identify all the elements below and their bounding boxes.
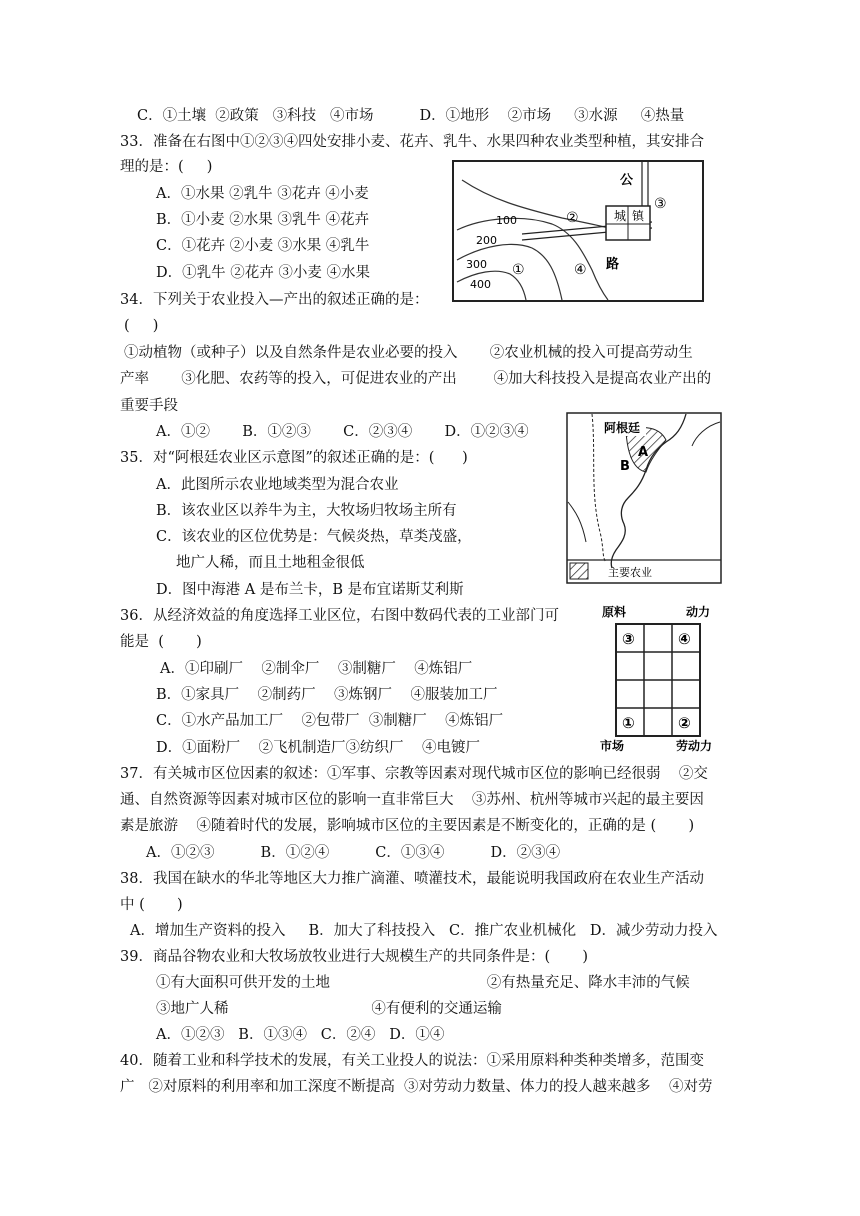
- cell-4: ④: [678, 630, 691, 648]
- town-label-1: 城: [614, 209, 627, 223]
- q33-option-a: A．①水果 ②乳牛 ③花卉 ④小麦: [156, 186, 369, 202]
- q39-items-1: ①有大面积可供开发的土地 ②有热量充足、降水丰沛的气候: [156, 975, 690, 991]
- cell-2: ②: [678, 714, 691, 732]
- q36-option-c: C．①水产品加工厂 ②包带厂 ③制糖厂 ④炼铝厂: [156, 713, 504, 729]
- q36-stem: 36．从经济效益的角度选择工业区位，右图中数码代表的工业部门可: [120, 608, 559, 624]
- contour-100: 100: [496, 214, 517, 227]
- q35-option-b: B．该农业区以养牛为主，大牧场归牧场主所有: [156, 503, 457, 519]
- q33-stem: 33．准备在右图中①②③④四处安排小麦、花卉、乳牛、水果四种农业类型种植，其安排合: [120, 134, 704, 150]
- q36-location-grid: [600, 602, 724, 754]
- contour-300: 300: [466, 258, 487, 271]
- q35-option-c-cont: 地广人稀，而且土地租金很低: [176, 555, 365, 571]
- q34-items-2: 产率 ③化肥、农药等的投入，可促进农业的产出 ④加大科技投入是提高农业产出的: [120, 371, 712, 387]
- q37-options: A．①②③ B．①②④ C．①③④ D．②③④: [146, 845, 561, 861]
- q34-items-1: ①动植物（或种子）以及自然条件是农业必要的投入 ②农业机械的投入可提高劳动生: [124, 345, 693, 361]
- q37-stem-2: 通、自然资源等因素对城市区位的影响一直非常巨大 ③苏州、杭州等城市兴起的最主要因: [120, 792, 704, 808]
- q35-stem: 35．对“阿根廷农业区示意图”的叙述正确的是：( ): [120, 450, 468, 466]
- port-b-label: B: [620, 459, 630, 474]
- cell-1: ①: [622, 714, 635, 732]
- corner-labor: 劳动力: [676, 739, 713, 753]
- q37-stem-3: 素是旅游 ④随着时代的发展，影响城市区位的主要因素是不断变化的，正确的是 ( ): [120, 818, 695, 834]
- road-label-2: 路: [606, 257, 620, 272]
- q39-options: A．①②③ B．①③④ C．②④ D．①④: [156, 1027, 445, 1043]
- q33-option-c: C．①花卉 ②小麦 ③水果 ④乳牛: [156, 238, 370, 254]
- q35-option-d: D．图中海港 A 是布兰卡，B 是布宜诺斯艾利斯: [156, 582, 464, 598]
- legend-swatch: [570, 563, 588, 579]
- q40-stem-1: 40．随着工业和科学技术的发展，有关工业投人的说法：①采用原料种类种类增多，范围变: [120, 1053, 704, 1069]
- q38-options: A．增加生产资料的投入 B．加大了科技投入 C．推广农业机械化 D．减少劳动力投入: [130, 923, 718, 939]
- corner-raw-material: 原料: [602, 605, 627, 619]
- q34-items-3: 重要手段: [120, 398, 178, 414]
- point-2: ②: [566, 210, 579, 226]
- q36-option-b: B．①家具厂 ②制药厂 ③炼钢厂 ④服装加工厂: [156, 687, 498, 703]
- point-4: ④: [574, 262, 587, 278]
- q34-blank: ( ): [124, 318, 159, 334]
- q36-option-a: A．①印刷厂 ②制伞厂 ③制糖厂 ④炼铝厂: [160, 661, 473, 677]
- town-label-2: 镇: [632, 209, 645, 223]
- q39-stem: 39．商品谷物农业和大牧场放牧业进行大规模生产的共同条件是：( ): [120, 949, 589, 965]
- port-a-label: A: [638, 445, 649, 460]
- contour-400: 400: [470, 278, 491, 291]
- road-label-1: 公: [620, 173, 634, 188]
- q32-options-cd: C．①土壤 ②政策 ③科技 ④市场 D．①地形 ②市场 ③水源 ④热量: [137, 108, 685, 124]
- q38-stem: 38．我国在缺水的华北等地区大力推广滴灌、喷灌技术，最能说明我国政府在农业生产活动: [120, 871, 704, 887]
- q35-option-a: A．此图所示农业地域类型为混合农业: [156, 477, 399, 493]
- q33-option-d: D．①乳牛 ②花卉 ③小麦 ④水果: [156, 265, 370, 281]
- cell-3: ③: [622, 630, 635, 648]
- q34-stem: 34．下列关于农业投入—产出的叙述正确的是：: [120, 292, 429, 308]
- q35-option-c: C．该农业的区位优势是：气候炎热，草类茂盛，: [156, 529, 472, 545]
- legend-label: 主要农业: [608, 566, 652, 579]
- q36-stem-cont: 能是 ( ): [120, 634, 202, 650]
- corner-power: 动力: [686, 605, 711, 619]
- contour-200: 200: [476, 234, 497, 247]
- q33-option-b: B．①小麦 ②水果 ③乳牛 ④花卉: [156, 212, 369, 228]
- q35-argentina-map: [566, 412, 722, 584]
- q34-options: A．①② B．①②③ C．②③④ D．①②③④: [156, 424, 529, 440]
- q36-option-d: D．①面粉厂 ②飞机制造厂③纺织厂 ④电镀厂: [156, 740, 480, 756]
- q39-items-2: ③地广人稀 ④有便利的交通运输: [156, 1001, 502, 1017]
- q40-stem-2: 广 ②对原料的利用率和加工深度不断提高 ③对劳动力数量、体力的投人越来越多 ④对劳: [120, 1079, 713, 1095]
- point-3: ③: [654, 196, 667, 212]
- q37-stem-1: 37．有关城市区位因素的叙述：①军事、宗教等因素对现代城市区位的影响已经很弱 ②交: [120, 766, 708, 782]
- point-1: ①: [512, 262, 525, 278]
- country-label: 阿根廷: [604, 421, 641, 435]
- q33-contour-map: [452, 160, 704, 302]
- q33-stem-cont: 理的是：( ): [120, 159, 213, 175]
- q38-stem-cont: 中 ( ): [120, 897, 183, 913]
- corner-market: 市场: [600, 739, 625, 753]
